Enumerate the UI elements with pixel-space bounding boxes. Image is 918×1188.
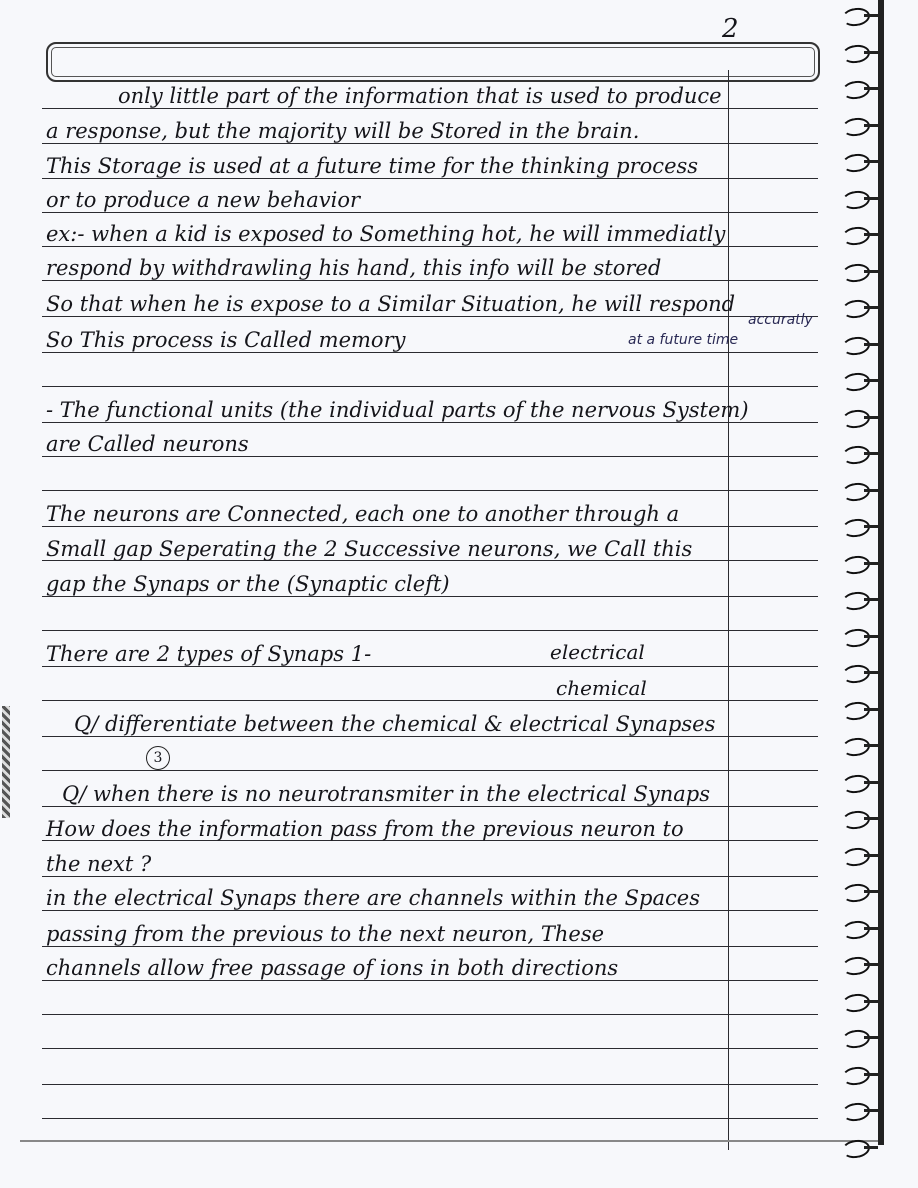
text-line: Q/ differentiate between the chemical & electrical Synapses	[74, 712, 716, 736]
spiral-coil	[841, 408, 871, 430]
page-edge-decoration	[2, 706, 10, 818]
spiral-coil	[841, 43, 871, 65]
spiral-coil-bar	[864, 1000, 878, 1003]
ruled-line	[42, 700, 818, 701]
spiral-coil	[841, 79, 871, 101]
spiral-coil-bar	[864, 1146, 878, 1149]
spiral-coil-bar	[864, 671, 878, 674]
spiral-coil	[841, 882, 871, 904]
spiral-binding	[834, 0, 918, 1188]
spiral-coil	[841, 846, 871, 868]
spiral-coil-bar	[864, 525, 878, 528]
spiral-coil-bar	[864, 124, 878, 127]
margin-note: at a future time	[628, 332, 739, 348]
spiral-coil	[841, 773, 871, 795]
spiral-coil-bar	[864, 452, 878, 455]
spiral-coil	[841, 371, 871, 393]
text-line: a response, but the majority will be Stored in the brain.	[46, 119, 640, 143]
spiral-coil	[841, 262, 871, 284]
spiral-coil-bar	[864, 416, 878, 419]
text-line: This Storage is used at a future time for the thinking process	[46, 154, 699, 178]
spiral-coil-bar	[864, 270, 878, 273]
spiral-coil	[841, 992, 871, 1014]
spiral-coil-bar	[864, 306, 878, 309]
spiral-coil	[841, 1138, 871, 1160]
branch-label: chemical	[556, 676, 647, 700]
spiral-coil	[841, 189, 871, 211]
spiral-coil	[841, 1028, 871, 1050]
spiral-coil	[841, 225, 871, 247]
circled-number: 3	[146, 746, 170, 770]
spiral-coil-bar	[864, 854, 878, 857]
spiral-coil-bar	[864, 1109, 878, 1112]
ruled-line	[42, 1048, 818, 1049]
spiral-coil-bar	[864, 708, 878, 711]
spiral-coil-bar	[864, 963, 878, 966]
text-line: in the electrical Synaps there are channels within the Spaces	[46, 886, 700, 910]
spiral-coil	[841, 736, 871, 758]
ruled-line	[42, 386, 818, 387]
spiral-coil	[841, 919, 871, 941]
spiral-coil-bar	[864, 87, 878, 90]
text-line: Small gap Seperating the 2 Successive neurons, we Call this	[46, 537, 693, 561]
text-line: gap the Synaps or the (Synaptic cleft)	[46, 572, 450, 596]
spiral-coil-bar	[864, 562, 878, 565]
spiral-coil-bar	[864, 1073, 878, 1076]
spiral-coil-bar	[864, 51, 878, 54]
spiral-coil	[841, 554, 871, 576]
spiral-coil	[841, 700, 871, 722]
text-line: only little part of the information that is used to produce	[118, 84, 722, 108]
spiral-coil-bar	[864, 14, 878, 17]
text-line: are Called neurons	[46, 432, 249, 456]
text-line: ex:- when a kid is exposed to Something hot, he will immediatly	[46, 222, 726, 246]
text-line: channels allow free passage of ions in both directions	[46, 956, 619, 980]
spiral-coil-bar	[864, 781, 878, 784]
spiral-coil-bar	[864, 1036, 878, 1039]
text-line: passing from the previous to the next neuron, These	[46, 922, 605, 946]
ruled-line	[42, 490, 818, 491]
text-line: or to produce a new behavior	[46, 188, 361, 212]
spiral-coil-bar	[864, 635, 878, 638]
spiral-coil	[841, 152, 871, 174]
spiral-coil	[841, 116, 871, 138]
spiral-coil	[841, 6, 871, 28]
spiral-coil	[841, 955, 871, 977]
spiral-coil-bar	[864, 343, 878, 346]
spiral-coil-bar	[864, 489, 878, 492]
text-line: So This process is Called memory	[46, 328, 406, 352]
text-line: The neurons are Connected, each one to another through a	[46, 502, 680, 526]
spiral-coil-bar	[864, 817, 878, 820]
spiral-coil-bar	[864, 598, 878, 601]
margin-note: accuratly	[748, 312, 813, 328]
spiral-coil-bar	[864, 927, 878, 930]
spiral-coil	[841, 298, 871, 320]
ruled-line	[42, 1084, 818, 1085]
spiral-coil	[841, 444, 871, 466]
spiral-coil-bar	[864, 197, 878, 200]
text-line: - The functional units (the individual parts of the nervous System)	[46, 398, 749, 422]
ruled-line	[42, 630, 818, 631]
ruled-line	[42, 1014, 818, 1015]
spiral-coil-bar	[864, 160, 878, 163]
ruled-line	[42, 770, 818, 771]
text-line: There are 2 types of Synaps 1-	[46, 642, 372, 666]
spiral-coil	[841, 481, 871, 503]
spiral-coil	[841, 627, 871, 649]
text-line: So that when he is expose to a Similar Situation, he will respond	[46, 292, 736, 316]
ruled-line	[42, 1118, 818, 1119]
spiral-coil-bar	[864, 890, 878, 893]
spiral-coil	[841, 590, 871, 612]
text-line: Q/ when there is no neurotransmiter in the electrical Synaps	[62, 782, 711, 806]
spiral-coil	[841, 663, 871, 685]
spiral-coil	[841, 809, 871, 831]
text-line: the next ?	[46, 852, 152, 876]
page-bottom-edge	[20, 1140, 878, 1142]
spiral-coil	[841, 1065, 871, 1087]
page-number: 2	[722, 14, 739, 44]
spiral-coil	[841, 517, 871, 539]
text-line: How does the information pass from the previous neuron to	[46, 817, 684, 841]
text-line: respond by withdrawling his hand, this info will be stored	[46, 256, 662, 280]
spiral-coil	[841, 1101, 871, 1123]
spiral-coil-bar	[864, 744, 878, 747]
spiral-coil	[841, 335, 871, 357]
spiral-coil-bar	[864, 379, 878, 382]
header-banner	[46, 42, 820, 82]
branch-label: electrical	[550, 640, 645, 664]
spiral-coil-bar	[864, 233, 878, 236]
